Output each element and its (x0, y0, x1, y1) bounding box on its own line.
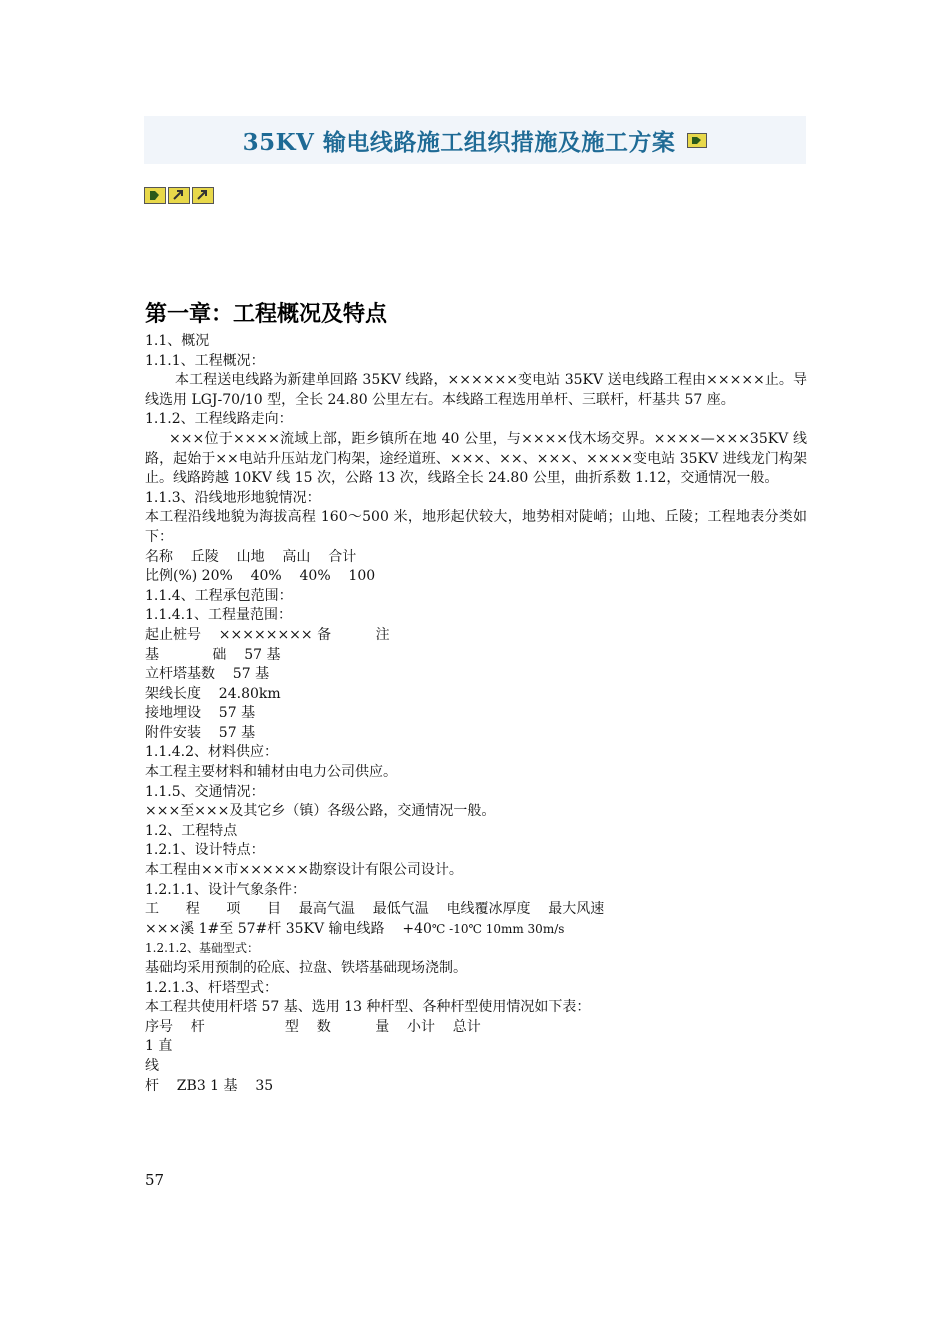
weather-row-main: ×××溪 1#至 57#杆 35KV 输电线路 +40 (145, 920, 432, 937)
paragraph: 本工程沿线地貌为海拔高程 160～500 米，地形起伏较大，地势相对陡峭；山地、丘陵；工程地表分类如下： (145, 509, 807, 545)
section-heading: 1.1.5、交通情况： (145, 783, 265, 800)
paragraph: 本工程由××市××××××勘察设计有限公司设计。 (145, 862, 463, 879)
section-heading: 1.2、工程特点 (145, 822, 238, 839)
document-title: 35KV 输电线路施工组织措施及施工方案 (242, 128, 676, 156)
section-heading: 1.2.1.1、设计气象条件： (145, 881, 306, 898)
paragraph: 本工程主要材料和辅材由电力公司供应。 (145, 764, 397, 781)
quantity-table-row: 架线长度 24.80km (145, 685, 281, 702)
section-heading: 1.1.4、工程承包范围： (145, 587, 293, 604)
quantity-table-header: 起止桩号 ×××××××× 备 注 (145, 626, 390, 643)
section-heading: 1.1.1、工程概况： (145, 352, 265, 369)
section-heading: 1.2.1.2、基础型式： (145, 941, 259, 956)
section-heading: 1.1.4.1、工程量范围： (145, 607, 292, 624)
section-heading: 1.2.1、设计特点： (145, 842, 265, 859)
weather-table-header: 工 程 项 目 最高气温 最低气温 电线覆冰厚度 最大风速 (145, 901, 605, 918)
chapter-heading: 第一章：工程概况及特点 (145, 302, 388, 327)
weather-table-row (145, 920, 807, 940)
weather-row-values: ℃ -10℃ 10mm 30m/s (431, 921, 565, 936)
link-icon[interactable] (168, 187, 190, 204)
section-heading: 1.1.3、沿线地形地貌情况： (145, 489, 321, 506)
quantity-table-row: 附件安装 57 基 (145, 724, 256, 741)
section-heading: 1.1.4.2、材料供应： (145, 744, 278, 761)
section-heading: 1.1.2、工程线路走向： (145, 411, 293, 428)
terrain-table-row: 比例(%) 20% 40% 40% 100 (145, 568, 376, 585)
paragraph: ×××位于××××流域上部，距乡镇所在地 40 公里，与××××伐木场交界。××××—×××35KV 线路，起始于××电站升压站龙门构架，途经道班、×××、××、×××、××××变电站 35KV 进线龙门构架止。线路跨越 10KV 线 15 次，公路 13 次，线路全长 24.80 公里，曲折系数 1.12，交通情况一般。 (145, 430, 807, 487)
quantity-table-row: 接地埋设 57 基 (145, 705, 256, 722)
tower-table-row: 1 直 (145, 1038, 173, 1055)
title-banner (144, 116, 806, 164)
paragraph: ×××至×××及其它乡（镇）各级公路，交通情况一般。 (145, 803, 496, 820)
link-icon[interactable] (192, 187, 214, 204)
quantity-table-row: 基 础 57 基 (145, 646, 281, 663)
section-heading: 1.2.1.3、杆塔型式： (145, 979, 278, 996)
bookmark-icon[interactable] (687, 133, 707, 148)
tower-table-header: 序号 杆 型 数 量 小计 总计 (145, 1018, 481, 1035)
page-number: 57 (145, 1171, 165, 1189)
icon-toolbar (144, 187, 214, 204)
tower-table-row: 线 (145, 1057, 159, 1074)
section-heading: 1.1、概况 (145, 333, 210, 349)
paragraph: 本工程送电线路为新建单回路 35KV 线路，××××××变电站 35KV 送电线路工程由×××××止。导线选用 LGJ-70/10 型，全长 24.80 公里左右。本线路工程选用单杆、三联杆，杆基共 57 座。 (145, 372, 807, 408)
bookmark-icon[interactable] (144, 187, 166, 204)
paragraph: 本工程共使用杆塔 57 基、选用 13 种杆型、各种杆型使用情况如下表： (145, 999, 591, 1016)
paragraph: 基础均采用预制的砼底、拉盘、铁塔基础现场浇制。 (145, 960, 467, 976)
document-body (145, 300, 807, 1096)
terrain-table-header: 名称 丘陵 山地 高山 合计 (145, 548, 357, 565)
tower-table-row: 杆 ZB3 1 基 35 (145, 1077, 274, 1094)
quantity-table-row: 立杆塔基数 57 基 (145, 666, 270, 683)
